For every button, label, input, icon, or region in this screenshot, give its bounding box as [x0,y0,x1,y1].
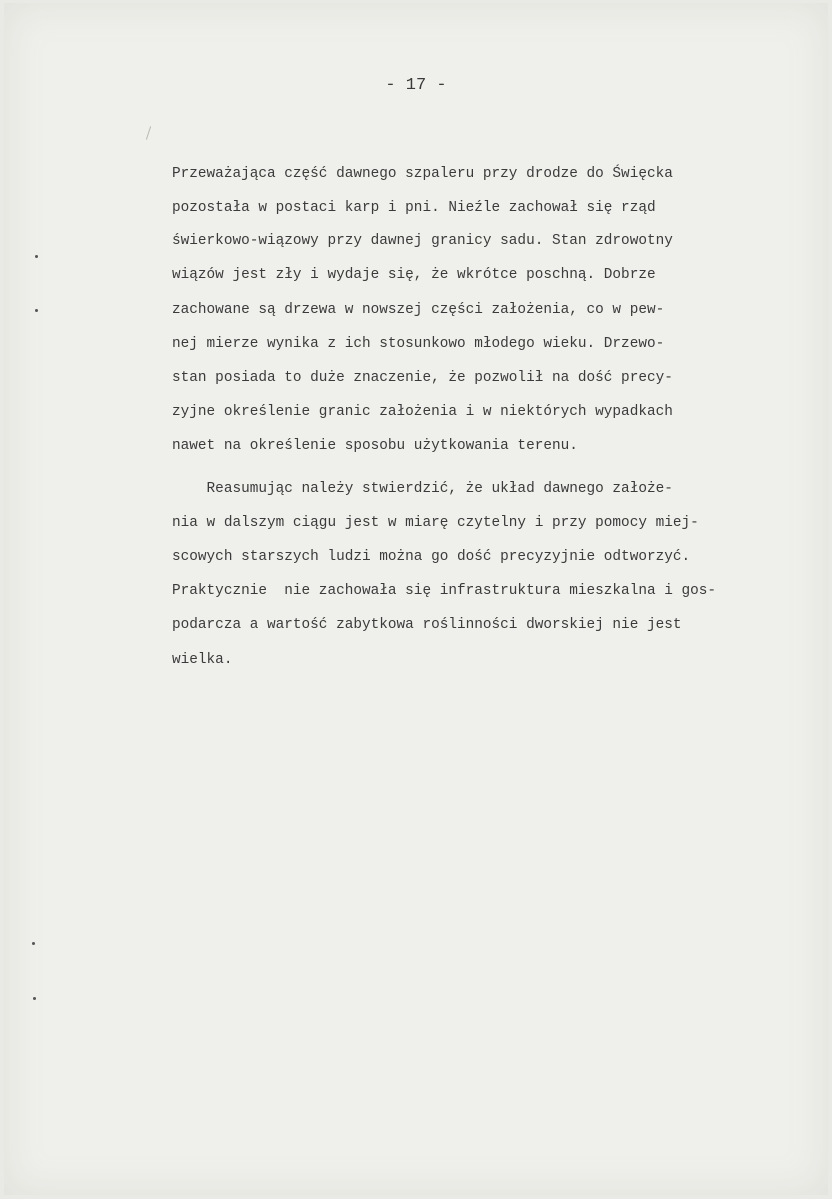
text-line: Przeważająca część dawnego szpaleru przy drodze do Święcka [172,166,673,182]
text-line: nia w dalszym ciągu jest w miarę czytelny i przy pomocy miej- [172,515,699,531]
text-line: stan posiada to duże znaczenie, że pozwolił na dość precy- [172,370,673,386]
text-line: nej mierze wynika z ich stosunkowo młodego wieku. Drzewo- [172,336,665,352]
margin-dot [35,255,38,258]
text-line: scowych starszych ludzi można go dość precyzyjnie odtworzyć. [172,549,691,565]
text-line: zyjne określenie granic założenia i w niektórych wypadkach [172,404,673,420]
text-line: zachowane są drzewa w nowszej części założenia, co w pew- [172,302,665,318]
text-line: Reasumując należy stwierdzić, że układ dawnego założe- [172,481,673,497]
margin-dot [35,309,38,312]
text-line: świerkowo-wiązowy przy dawnej granicy sadu. Stan zdrowotny [172,233,673,249]
text-line: pozostała w postaci karp i pni. Nieźle zachował się rząd [172,200,656,216]
text-line: podarcza a wartość zabytkowa roślinności dworskiej nie jest [172,617,682,633]
text-line: Praktycznie nie zachowała się infrastruktura mieszkalna i gos- [172,583,717,599]
margin-dot [33,997,36,1000]
page-number: - 17 - [385,76,447,95]
margin-dot [32,942,35,945]
text-line: wiązów jest zły i wydaje się, że wkrótce poschną. Dobrze [172,267,656,283]
text-line: wielka. [172,652,233,668]
text-line: nawet na określenie sposobu użytkowania terenu. [172,438,578,454]
